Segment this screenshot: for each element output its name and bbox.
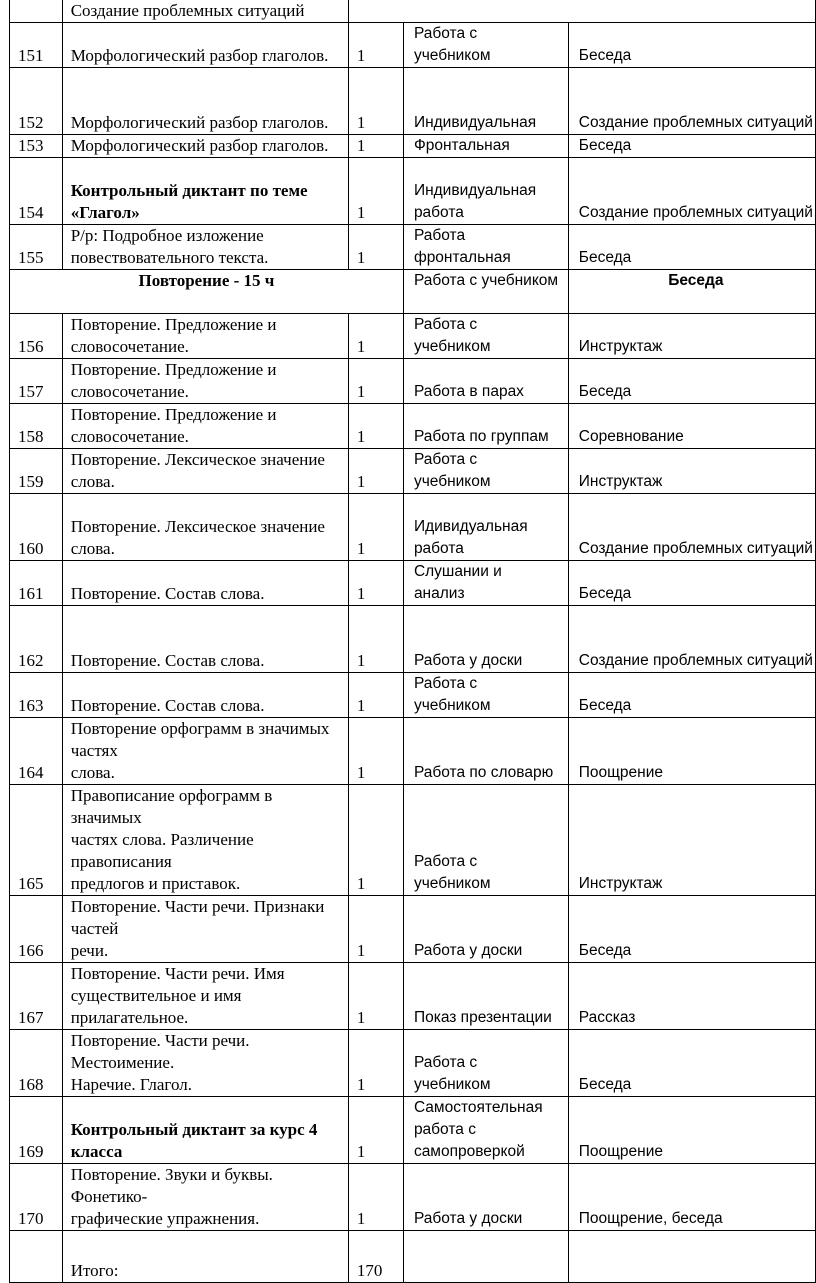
topic-cell: Повторение. Лексическое значение слова.: [62, 494, 348, 561]
topic-cell: Правописание орфограмм в значимых частях слова. Различение правописания предлогов и приставок.: [62, 785, 348, 896]
topic-cell: Контрольный диктант по теме «Глагол»: [62, 158, 348, 225]
topic-cell: Создание проблемных ситуаций: [62, 0, 348, 23]
table-row: [10, 785, 816, 896]
topic-cell: Повторение. Состав слова.: [62, 606, 348, 673]
row-number: 161: [10, 561, 63, 606]
row-number: 167: [10, 963, 63, 1030]
row-number: 154: [10, 158, 63, 225]
method-cell: Беседа: [568, 896, 815, 963]
table-row: [10, 158, 816, 225]
form-cell: Фронтальная: [403, 135, 568, 158]
method-cell: Беседа: [568, 673, 815, 718]
row-number: 155: [10, 225, 63, 270]
form-cell: Слушании и анализ: [403, 561, 568, 606]
table-row: [10, 896, 816, 963]
table-row: [10, 718, 816, 785]
row-number: 162: [10, 606, 63, 673]
method-cell: Беседа: [568, 23, 815, 68]
form-cell: Работа у доски: [403, 1164, 568, 1231]
form-cell: Работа у доски: [403, 606, 568, 673]
row-number: 165: [10, 785, 63, 896]
topic-cell: Повторение. Части речи. Местоимение. Наречие. Глагол.: [62, 1030, 348, 1097]
topic-cell: Повторение. Предложение и словосочетание.: [62, 404, 348, 449]
form-cell: Работа по словарю: [403, 718, 568, 785]
hours-cell: 1: [348, 359, 403, 404]
hours-cell: 1: [348, 404, 403, 449]
topic-cell: Повторение. Состав слова.: [62, 673, 348, 718]
table-row: [10, 449, 816, 494]
row-number: 163: [10, 673, 63, 718]
form-cell: Работа в парах: [403, 359, 568, 404]
table-row: [10, 673, 816, 718]
row-number: 170: [10, 1164, 63, 1231]
form-cell: Работа с учебником: [403, 1030, 568, 1097]
table-row: [10, 68, 816, 135]
method-cell: Беседа: [568, 561, 815, 606]
row-number: 169: [10, 1097, 63, 1164]
table-row: [10, 1030, 816, 1097]
table-row: [10, 359, 816, 404]
hours-cell: 1: [348, 1164, 403, 1231]
method-cell: Инструктаж: [568, 314, 815, 359]
form-cell: Работа с учебником: [403, 673, 568, 718]
method-cell: Создание проблемных ситуаций: [568, 158, 815, 225]
table-row: [10, 314, 816, 359]
table-row: [10, 606, 816, 673]
section-form: Работа с учебником: [403, 270, 568, 314]
hours-cell: 1: [348, 1097, 403, 1164]
hours-cell: 1: [348, 896, 403, 963]
row-number: 166: [10, 896, 63, 963]
continuation-row: [10, 0, 816, 23]
topic-cell: Повторение. Части речи. Признаки частей речи.: [62, 896, 348, 963]
form-cell: Идивидуальная работа: [403, 494, 568, 561]
method-cell: Поощрение: [568, 1097, 815, 1164]
total-label: Итого:: [62, 1231, 348, 1283]
hours-cell: 1: [348, 314, 403, 359]
form-cell: Работа с учебником: [403, 314, 568, 359]
form-cell: [403, 1231, 568, 1283]
hours-cell: 1: [348, 606, 403, 673]
hours-cell: 1: [348, 718, 403, 785]
topic-cell: Контрольный диктант за курс 4 класса: [62, 1097, 348, 1164]
topic-cell: Морфологический разбор глаголов.: [62, 23, 348, 68]
method-cell: Инструктаж: [568, 449, 815, 494]
form-cell: Работа с учебником: [403, 449, 568, 494]
topic-cell: Повторение. Предложение и словосочетание.: [62, 359, 348, 404]
hours-cell: 1: [348, 785, 403, 896]
topic-cell: Повторение. Лексическое значение слова.: [62, 449, 348, 494]
hours-cell: 1: [348, 1030, 403, 1097]
method-cell: Соревнование: [568, 404, 815, 449]
method-cell: Беседа: [568, 359, 815, 404]
hours-cell: 1: [348, 158, 403, 225]
row-number: 158: [10, 404, 63, 449]
row-number: 159: [10, 449, 63, 494]
form-cell: Индивидуальная: [403, 68, 568, 135]
total-row: [10, 1231, 816, 1283]
topic-cell: Р/р: Подробное изложение повествовательного текста.: [62, 225, 348, 270]
form-cell: Самостоятельная работа с самопроверкой: [403, 1097, 568, 1164]
hours-cell: 1: [348, 963, 403, 1030]
topic-cell: Повторение. Части речи. Имя существительное и имя прилагательное.: [62, 963, 348, 1030]
topic-cell: Морфологический разбор глаголов.: [62, 68, 348, 135]
lesson-plan-table: [9, 0, 816, 1283]
table-row: [10, 494, 816, 561]
topic-cell: Повторение. Предложение и словосочетание.: [62, 314, 348, 359]
table-row: [10, 561, 816, 606]
hours-cell: 1: [348, 135, 403, 158]
method-cell: Создание проблемных ситуаций: [568, 606, 815, 673]
method-cell: Поощрение: [568, 718, 815, 785]
row-number: 164: [10, 718, 63, 785]
table-row: [10, 135, 816, 158]
table-row: [10, 23, 816, 68]
total-hours: 170: [348, 1231, 403, 1283]
method-cell: Создание проблемных ситуаций: [568, 494, 815, 561]
method-cell: Беседа: [568, 1030, 815, 1097]
method-cell: Рассказ: [568, 963, 815, 1030]
topic-cell: Повторение орфограмм в значимых частях слова.: [62, 718, 348, 785]
row-number: 151: [10, 23, 63, 68]
method-cell: Поощрение, беседа: [568, 1164, 815, 1231]
table-row: [10, 963, 816, 1030]
row-number: [10, 1231, 63, 1283]
row-number: 152: [10, 68, 63, 135]
hours-cell: 1: [348, 449, 403, 494]
row-number: 153: [10, 135, 63, 158]
form-cell: Работа фронтальная: [403, 225, 568, 270]
hours-cell: 1: [348, 225, 403, 270]
hours-cell: 1: [348, 494, 403, 561]
table-row: [10, 1164, 816, 1231]
table-row: [10, 225, 816, 270]
method-cell: [568, 1231, 815, 1283]
row-number: 157: [10, 359, 63, 404]
form-cell: Работа у доски: [403, 896, 568, 963]
row-number: 160: [10, 494, 63, 561]
form-cell: Работа с учебником: [403, 23, 568, 68]
form-cell: Индивидуальная работа: [403, 158, 568, 225]
form-cell: Работа с учебником: [403, 785, 568, 896]
row-number: 168: [10, 1030, 63, 1097]
table-row: [10, 404, 816, 449]
method-cell: Инструктаж: [568, 785, 815, 896]
topic-cell: Повторение. Состав слова.: [62, 561, 348, 606]
row-number: 156: [10, 314, 63, 359]
hours-cell: 1: [348, 673, 403, 718]
section-title: Повторение - 15 ч: [10, 270, 404, 314]
form-cell: Показ презентации: [403, 963, 568, 1030]
section-row: [10, 270, 816, 314]
section-method: Беседа: [568, 270, 815, 314]
hours-cell: 1: [348, 561, 403, 606]
method-cell: Создание проблемных ситуаций: [568, 68, 815, 135]
table-row: [10, 1097, 816, 1164]
hours-cell: 1: [348, 23, 403, 68]
topic-cell: Морфологический разбор глаголов.: [62, 135, 348, 158]
topic-cell: Повторение. Звуки и буквы. Фонетико- графические упражнения.: [62, 1164, 348, 1231]
method-cell: Беседа: [568, 135, 815, 158]
form-cell: Работа по группам: [403, 404, 568, 449]
method-cell: Беседа: [568, 225, 815, 270]
hours-cell: 1: [348, 68, 403, 135]
